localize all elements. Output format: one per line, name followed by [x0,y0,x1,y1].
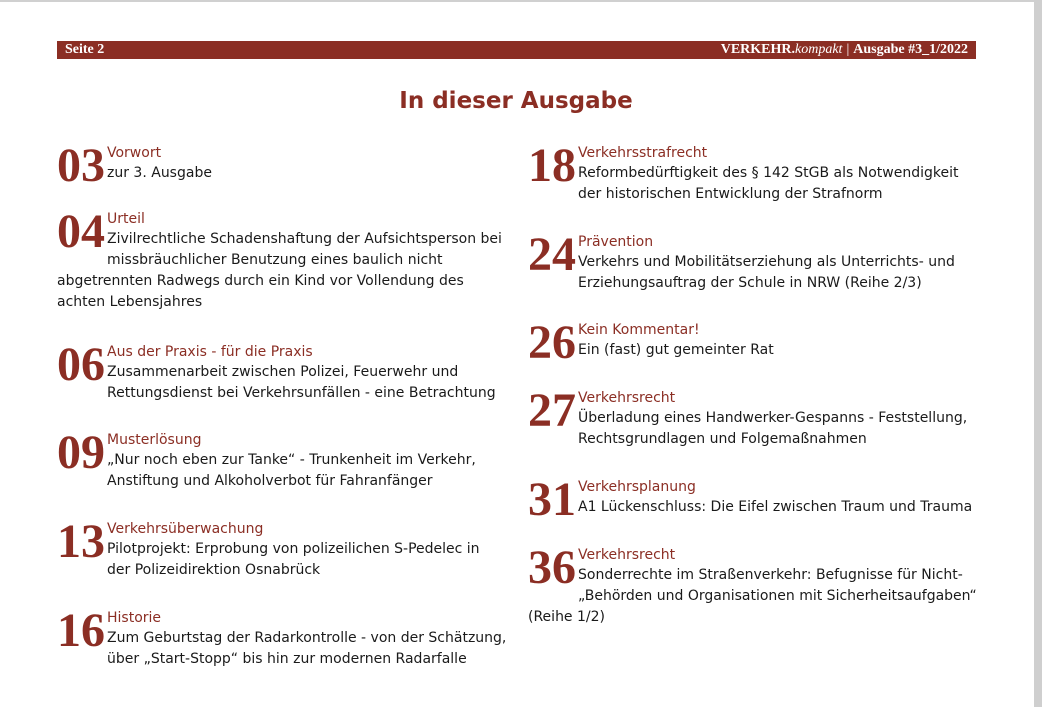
issue-label: Ausgabe #3_1/2022 [853,42,968,57]
toc-category: Kein Kommentar! [578,322,700,338]
toc-page-number: 06 [57,338,105,391]
toc-description: Zum Geburtstag der Radarkontrolle - von der Schätzung, über „Start-Stopp“ bis hin zur modernen Radarfalle [107,630,507,667]
toc-page-number: 36 [528,541,576,594]
toc-entry[interactable] [57,139,507,192]
toc-description: „Nur noch eben zur Tanke“ - Trunkenheit im Verkehr, Anstiftung und Alkoholverbot für Fahranfänger [107,452,476,489]
magazine-name: VERKEHR. [720,42,796,57]
toc-entry[interactable] [528,316,978,369]
viewer-scrollbar-edge[interactable] [1034,0,1042,707]
toc-page-number: 16 [57,604,105,657]
toc-entry[interactable] [57,515,507,580]
toc-page-number: 13 [57,515,105,568]
toc-page-number: 18 [528,139,576,192]
toc-page-number: 04 [57,205,105,258]
toc-description: Verkehrs und Mobilitätserziehung als Unterrichts- und Erziehungsauftrag der Schule in NRW (Reihe 2/3) [578,254,955,291]
magazine-name-suffix: kompakt [795,42,843,57]
toc-page-number: 26 [528,316,576,369]
toc-entry[interactable] [528,228,978,293]
toc-category: Verkehrsplanung [578,479,696,495]
page-number-label: Seite 2 [65,42,105,57]
toc-description: Pilotprojekt: Erprobung von polizeilichen S-Pedelec in der Polizeidirektion Osnabrück [107,541,480,578]
toc-description: A1 Lückenschluss: Die Eifel zwischen Traum und Trauma [578,499,973,515]
toc-category: Historie [107,610,162,626]
viewer-top-border [0,0,1042,2]
toc-entry[interactable] [57,426,507,491]
toc-description: Reformbedürftigkeit des § 142 StGB als Notwendigkeit der historischen Entwicklung der Strafnorm [578,165,959,202]
issue-info [721,41,968,59]
toc-description: Sonderrechte im Straßenverkehr: Befugnisse für Nicht-„Behörden und Organisationen mit Sicherheitsaufgaben“ (Reihe 1/2) [528,567,977,625]
toc-entry[interactable] [528,541,978,627]
toc-entry[interactable] [57,338,507,403]
toc-description: Zusammenarbeit zwischen Polizei, Feuerwehr und Rettungsdienst bei Verkehrsunfällen - eine Betrachtung [107,364,496,401]
toc-page-number: 24 [528,228,576,281]
toc-description: Ein (fast) gut gemeinter Rat [578,342,774,358]
toc-entry[interactable] [528,473,978,526]
toc-page-number: 03 [57,139,105,192]
toc-entry[interactable] [528,139,978,204]
toc-category: Vorwort [107,145,162,161]
toc-category: Aus der Praxis - für die Praxis [107,344,313,360]
toc-description: Zivilrechtliche Schadenshaftung der Aufsichtsperson bei missbräuchlicher Benutzung eines baulich nicht abgetrennten Radwegs durch ein Kind vor Vollendung des achten Lebensjahres [57,231,502,310]
toc-entry[interactable] [57,604,507,669]
toc-page-number: 27 [528,384,576,437]
toc-category: Verkehrsrecht [578,390,676,406]
toc-description: Überladung eines Handwerker-Gespanns - Feststellung, Rechtsgrundlagen und Folgemaßnahmen [578,410,968,447]
toc-category: Verkehrsstrafrecht [578,145,708,161]
page-header-bar [57,41,976,59]
toc-category: Urteil [107,211,145,227]
toc-entry[interactable] [57,205,507,312]
toc-entry[interactable] [528,384,978,449]
toc-category: Prävention [578,234,654,250]
toc-category: Verkehrsüberwachung [107,521,264,537]
toc-page-number: 09 [57,426,105,479]
page-title: In dieser Ausgabe [399,88,633,114]
toc-page-number: 31 [528,473,576,526]
toc-category: Musterlösung [107,432,202,448]
toc-description: zur 3. Ausgabe [107,165,212,181]
toc-category: Verkehrsrecht [578,547,676,563]
header-separator: | [846,42,850,57]
